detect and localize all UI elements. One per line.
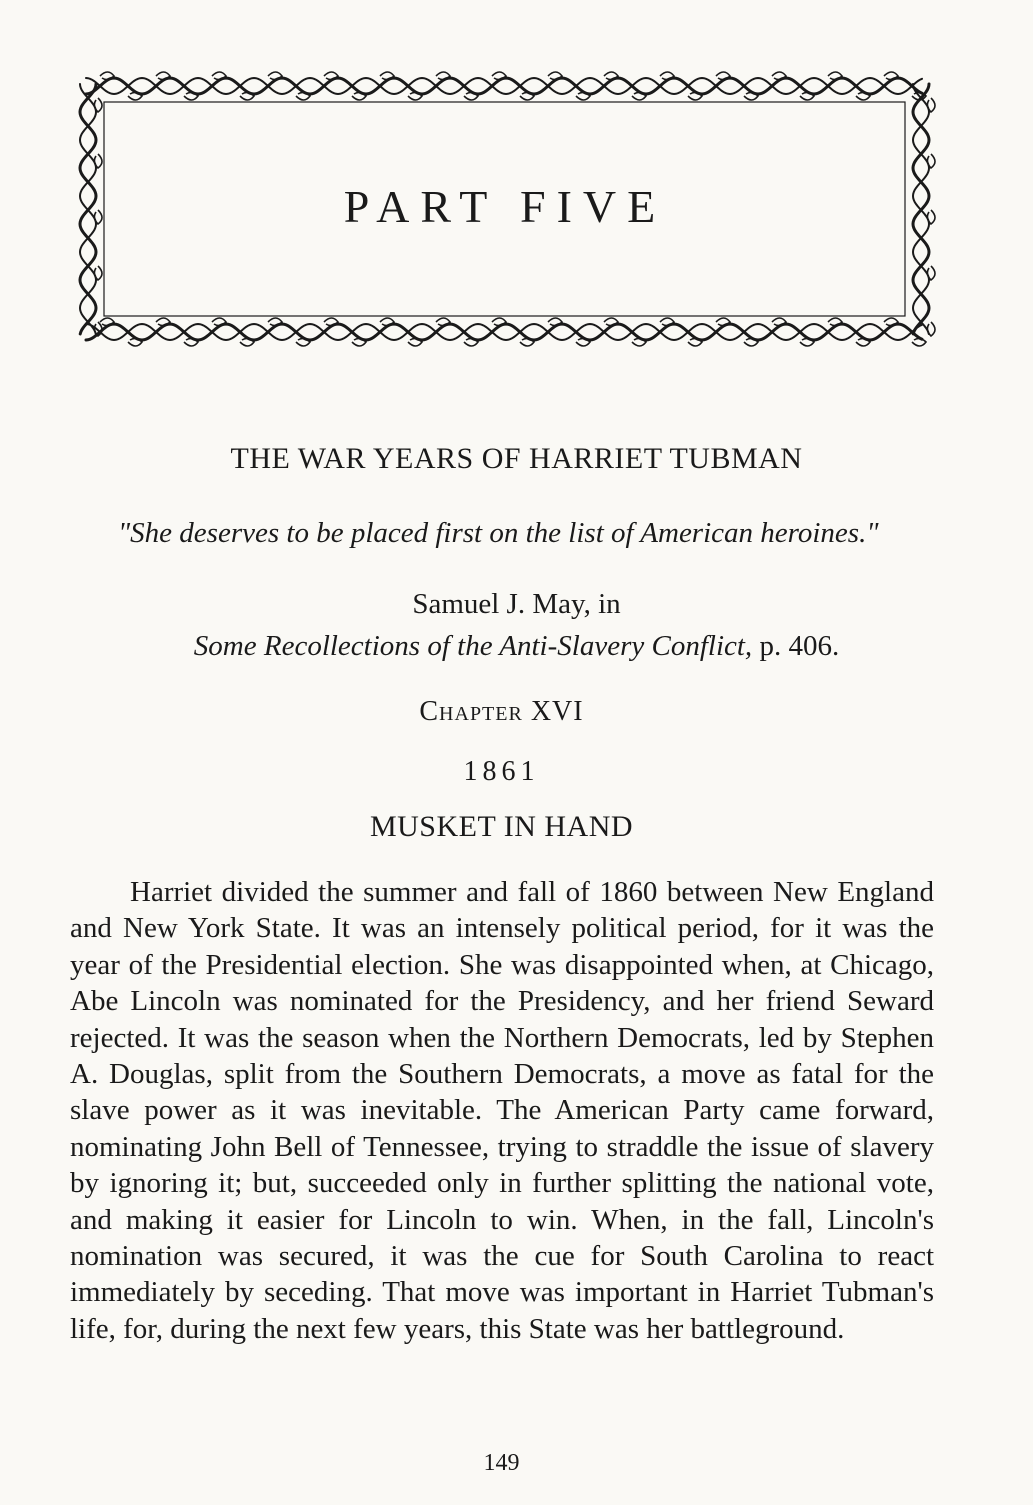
- epigraph-quote: "She deserves to be placed first on the list of American heroines.": [118, 517, 879, 549]
- epigraph-source-title: Some Recollections of the Anti-Slavery Conflict,: [193, 630, 753, 662]
- chapter-year: 1861: [463, 756, 540, 787]
- epigraph-attribution: Samuel J. May, in: [412, 588, 621, 620]
- chapter-title: MUSKET IN HAND: [369, 810, 634, 843]
- book-title: THE WAR YEARS OF HARRIET TUBMAN: [230, 442, 803, 475]
- page-number: 149: [483, 1450, 520, 1476]
- body-paragraph: Harriet divided the summer and fall of 1860 between New England and New York State. It was an intensely political period, for it was the year of the Presidential election. She was disappointed when, at Chicago, Abe Lincoln was nominated for the Presidency, and her friend Seward rejected. It was the season when the Northern Democrats, led by Stephen A. Douglas, split from the Southern Democrats, a move as fatal for the slave power as it was inevitable. The American Party came forward, nominating John Bell of Tennessee, trying to straddle the issue of slavery by ignoring it; but, succeeded only in further splitting the national vote, and making it easier for Lincoln to win. When, in the fall, Lincoln's nomination was secured, it was the cue for South Carolina to react immediately by seceding. That move was important in Harriet Tubman's life, for, during the next few years, this State was her battleground.: [70, 876, 934, 1345]
- chapter-label: Chapter XVI: [419, 696, 584, 727]
- epigraph-source-page: p. 406.: [752, 630, 840, 662]
- epigraph-source: [0, 630, 1033, 663]
- part-heading: PART FIVE: [343, 181, 667, 232]
- ornamental-border-frame: [72, 70, 937, 348]
